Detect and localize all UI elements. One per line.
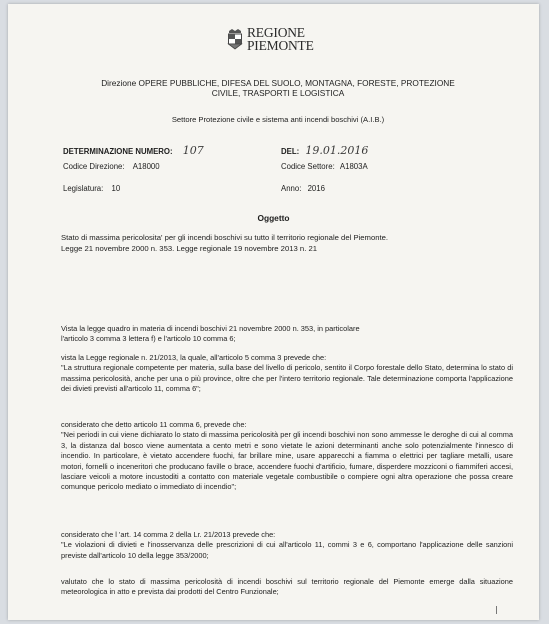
legislatura-label: Legislatura: xyxy=(63,184,104,193)
directorate-line-1: Direzione OPERE PUBBLICHE, DIFESA DEL SUOLO, MONTAGNA, FORESTE, PROTEZIONE xyxy=(101,78,455,88)
paragraph-3-quote: "Nei periodi in cui viene dichiarato lo stato di massima pericolosità per gli incendi boschivi non sono ammesse le deroghe di cui al comma 3, la distanza dal bosco viene aumentata a cento metri e sono vietate le azioni determinanti anche solo potenzialmente l'innesco di incendio. In particolare, è vietato accendere fuochi, far brillare mine, usare apparecchi a fiamma o elettrici per tagliare metalli, usare motori, fornelli o inceneritori che producano faville o brace, accendere fuochi d'artificio, fumare, disperdere mozziconi o fiammiferi accesi, lasciare veicoli a motore incustoditi a contatto con materiale vegetale combustibile o compiere ogni altra operazione che possa creare comunque pericolo mediato o immediato di incendio"; xyxy=(61,430,513,492)
codice-direzione-field xyxy=(63,162,160,171)
paragraph-2-quote: "La struttura regionale competente per materia, sulla base del livello di pericolo, sentito il Corpo forestale dello Stato, determina lo stato di massima pericolosità, anche per una o più province, oltre che per l'intero territorio regionale. Tale determinazione comporta l'applicazione dei divieti previsti all'articolo 11, comma 6"; xyxy=(61,363,513,394)
legislatura-field xyxy=(63,184,120,193)
paragraph-vista-legge-quadro xyxy=(61,324,513,345)
codice-direzione-value: A18000 xyxy=(132,162,160,171)
legislatura-value: 10 xyxy=(111,184,121,193)
paragraph-articolo-11 xyxy=(61,420,513,493)
paragraph-4-quote: "Le violazioni di divieti e l'inosservanza delle prescrizioni di cui all'articolo 11, commi 3 e 6, comportano l'applicazione delle sanzioni previste dall'articolo 10 della legge 353/2000; xyxy=(61,540,513,560)
date-label: DEL: xyxy=(281,147,300,156)
determinazione-value: 107 xyxy=(182,144,204,157)
paragraph-1-line-1: Vista la legge quadro in materia di incendi boschivi 21 novembre 2000 n. 353, in particolare xyxy=(61,324,360,333)
paragraph-3-intro: considerato che detto articolo 11 comma 6, prevede che: xyxy=(61,420,247,429)
anno-value: 2016 xyxy=(307,184,325,193)
sector-heading: Settore Protezione civile e sistema anti incendi boschivi (A.I.B.) xyxy=(171,115,385,124)
paragraph-articolo-14 xyxy=(61,530,513,561)
oggetto-heading: Oggetto xyxy=(257,213,290,223)
paragraph-4-intro: considerato che l 'art. 14 comma 2 della Lr. 21/2013 prevede che: xyxy=(61,530,276,539)
codice-settore-field xyxy=(281,162,368,171)
coat-of-arms-icon xyxy=(227,28,243,50)
determinazione-label: DETERMINAZIONE NUMERO: xyxy=(63,147,173,156)
text-cursor-icon xyxy=(496,606,503,614)
paragraph-1-line-2: l'articolo 3 comma 3 lettera f) e l'articolo 10 comma 6; xyxy=(61,334,236,344)
paragraph-5: valutato che lo stato di massima pericolosità di incendi boschivi sul territorio regionale del Piemonte emerge dalla situazione meteorologica in atto e prevista dai prodotti del Centro Funzionale; xyxy=(61,577,513,597)
document-page xyxy=(8,4,539,620)
codice-settore-value: A1803A xyxy=(339,162,368,171)
codice-settore-label: Codice Settore: xyxy=(281,162,335,171)
oggetto-text xyxy=(61,232,511,254)
determinazione-field xyxy=(63,144,204,157)
oggetto-line-2: Legge 21 novembre 2000 n. 353. Legge regionale 19 novembre 2013 n. 21 xyxy=(61,244,318,253)
directorate-line-2: CIVILE, TRASPORTI E LOGISTICA xyxy=(211,88,345,98)
regione-piemonte-logo xyxy=(227,26,314,52)
oggetto-line-1: Stato di massima pericolosita' per gli incendi boschivi su tutto il territorio regionale del Piemonte. xyxy=(61,233,389,242)
anno-label: Anno: xyxy=(281,184,302,193)
paragraph-2-intro: vista la Legge regionale n. 21/2013, la quale, all'articolo 5 comma 3 prevede che: xyxy=(61,353,327,362)
paragraph-vista-legge-regionale xyxy=(61,353,513,395)
date-field xyxy=(281,144,368,157)
paragraph-valutato xyxy=(61,577,513,598)
anno-field xyxy=(281,184,325,193)
logo-line-1: REGIONE xyxy=(247,25,305,40)
date-value: 19.01.2016 xyxy=(305,144,369,157)
logo-line-2: PIEMONTE xyxy=(247,38,314,53)
directorate-heading xyxy=(48,78,508,98)
codice-direzione-label: Codice Direzione: xyxy=(63,162,125,171)
